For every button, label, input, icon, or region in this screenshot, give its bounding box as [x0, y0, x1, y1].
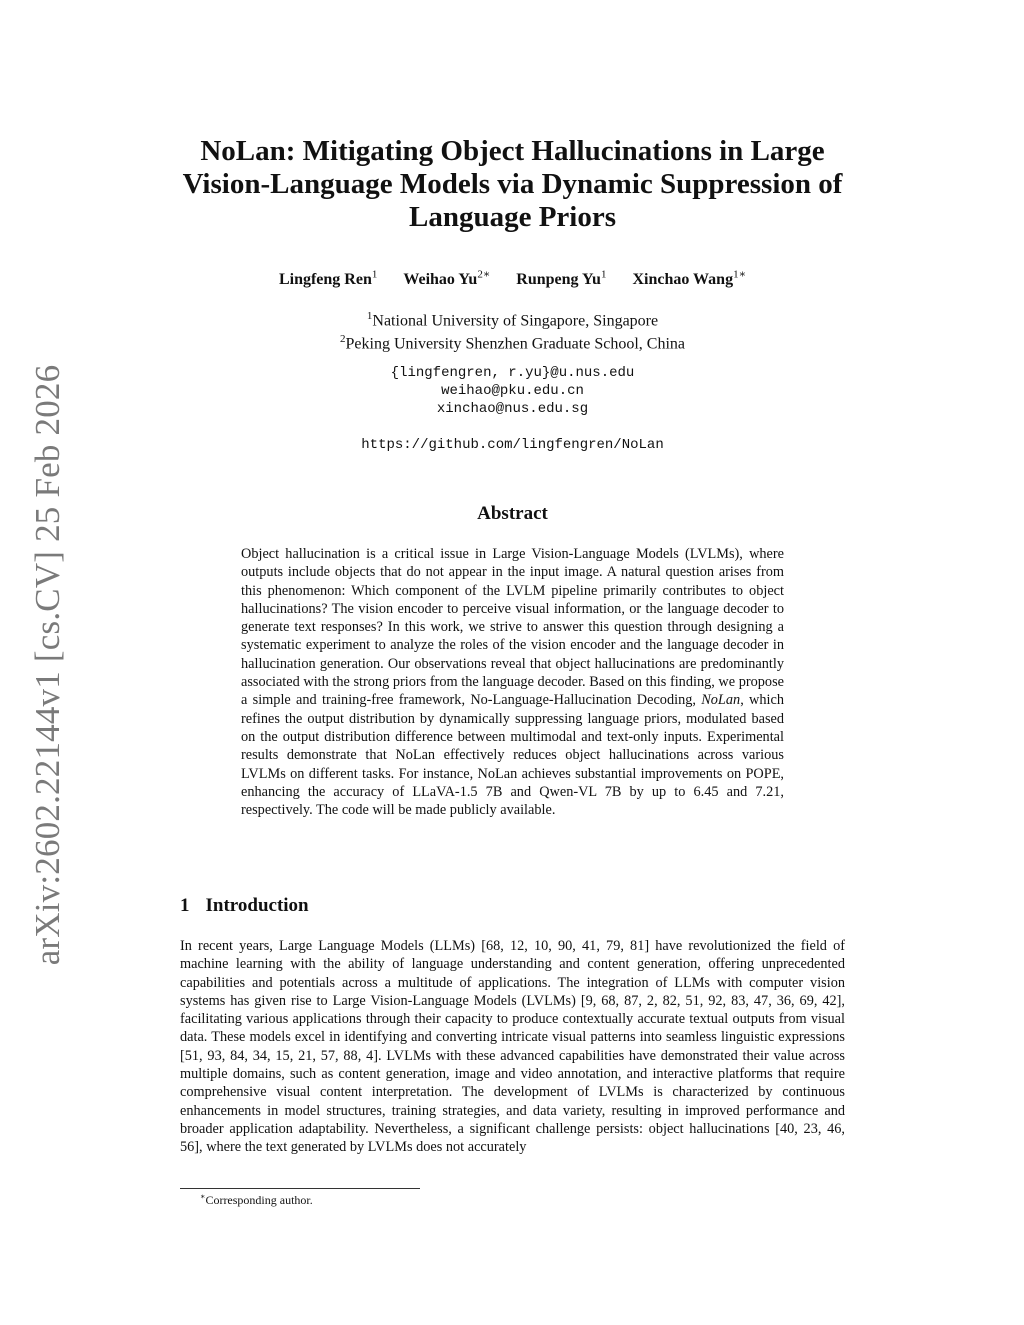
affiliation [180, 330, 845, 353]
affiliation-mark: 1 [366, 310, 373, 322]
author [516, 271, 606, 288]
arxiv-identifier-sidebar [28, 364, 68, 966]
email: xinchao@nus.edu.sg [436, 401, 589, 417]
affiliation-mark: 2 [340, 333, 346, 346]
email-list [180, 364, 845, 418]
arxiv-identifier: arXiv:2602.22144v1 [cs.CV] 25 Feb 2026 [28, 364, 67, 966]
author-affiliation-mark: 1 [371, 269, 378, 281]
author-affiliation-mark: 1∗ [733, 269, 747, 281]
author-name: Lingfeng Ren [278, 271, 372, 289]
abstract-part: , which refines the output distribution by dynamically suppressing language priors, modulated based on the output distribution difference between multimodal and text-only inputs. Experimental results demonstrate that NoLan effectively reduces object hallucinations across various LVLMs on different tasks. For instance, NoLan achieves substantial improvements on POPE, enhancing the accuracy of LLaVA-1.5 7B and Qwen-VL 7B by up to 6.45 and 7.21, respectively. The code will be made publicly available. [241, 692, 784, 819]
footnote [200, 1192, 313, 1208]
abstract-heading: Abstract [477, 503, 548, 524]
affiliation-list [180, 307, 845, 354]
affiliation-text: Peking University Shenzhen Graduate School, China [345, 335, 685, 353]
affiliation-text: National University of Singapore, Singapore [372, 312, 659, 330]
affiliation [180, 307, 845, 330]
footnote-divider [180, 1188, 420, 1189]
email: {lingfengren, r.yu}@u.nus.edu [390, 365, 635, 381]
abstract-emphasis: NoLan [701, 692, 741, 709]
footnote-mark: ∗ [200, 1192, 206, 1201]
author-list [180, 268, 845, 289]
author [632, 271, 746, 288]
repository-link[interactable]: https://github.com/lingfengren/NoLan [361, 437, 664, 453]
email: weihao@pku.edu.cn [441, 383, 584, 399]
author-affiliation-mark: 2∗ [477, 269, 491, 281]
author [279, 271, 377, 288]
paper-title: NoLan: Mitigating Object Hallucinations in Large Vision-Language Models via Dynamic Suppression of Language Priors [182, 135, 843, 233]
abstract-text [241, 545, 784, 819]
section-title: Introduction [205, 895, 309, 916]
introduction-text: In recent years, Large Language Models (LLMs) [68, 12, 10, 90, 41, 79, 81] have revolutionized the field of machine learning with the ability of language understanding and content generation, offering unprecedented capabilities and potentials across a multitude of applications. The integration of LLMs with computer vision systems has given rise to Large Vision-Language Models (LVLMs) [9, 68, 87, 2, 82, 51, 92, 83, 47, 36, 69, 42], facilitating various applications through their capacity to produce contextually accurate textual outputs from visual data. These models excel in identifying and converting intricate visual patterns into seamless linguistic expressions [51, 93, 84, 34, 15, 21, 57, 88, 4]. LVLMs with these advanced capabilities have demonstrated their value across multiple domains, such as content generation, image and video annotation, and interactive platforms that require comprehensive visual content interpretation. The development of LVLMs is characterized by continuous enhancements in model structures, training strategies, and data variety, resulting in improved performance and broader application adaptability. Nevertheless, a significant challenge persists: object hallucinations [40, 23, 46, 56], where the text generated by LVLMs does not accurately [180, 938, 845, 1156]
section-number: 1 [180, 895, 190, 916]
abstract-part: Object hallucination is a critical issue in Large Vision-Language Models (LVLMs), where outputs include objects that do not appear in the input image. A natural question arises from this phenomenon: Which component of the LVLM pipeline primarily contributes to object hallucinations? The vision encoder to perceive visual information, or the language decoder to generate text responses? In this work, we strive to answer this question through designing a systematic experiment to analyze the roles of the vision encoder and the language decoder in hallucination generation. Our observations reveal that object hallucinations are predominantly associated with the strong priors from the language decoder. Based on this finding, we propose a simple and training-free framework, No-Language-Hallucination Decoding, [241, 546, 784, 709]
author-affiliation-mark: 1 [600, 269, 607, 281]
author-name: Runpeng Yu [516, 271, 601, 289]
author-name: Xinchao Wang [632, 271, 734, 289]
footnote-text: Corresponding author. [205, 1193, 313, 1207]
author [403, 271, 490, 288]
section-heading [180, 895, 309, 917]
author-name: Weihao Yu [403, 271, 478, 289]
